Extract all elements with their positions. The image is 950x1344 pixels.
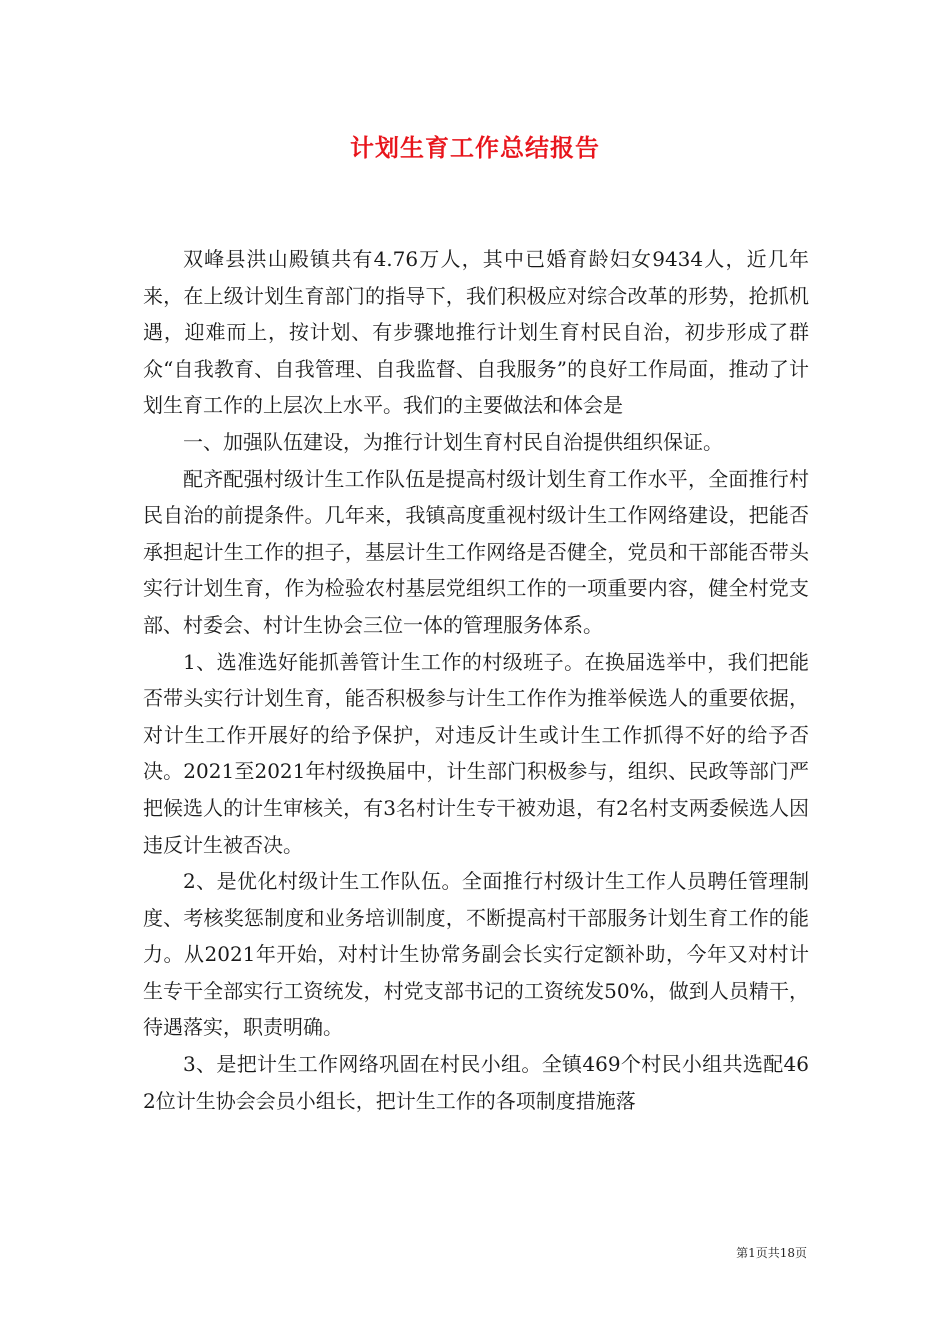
document-body [143,241,809,1119]
paragraph-point-2: 2、是优化村级计生工作队伍。全面推行村级计生工作人员聘任管理制度、考核奖惩制度和业务培训制度，不断提高村干部服务计划生育工作的能力。从2021年开始，对村计生协常务副会长实行定额补助，今年又对村计生专干全部实行工资统发，村党支部书记的工资统发50%，做到人员精干，待遇落实，职责明确。 [143,869,809,1040]
paragraph-team-building: 配齐配强村级计生工作队伍是提高村级计划生育工作水平，全面推行村民自治的前提条件。几年来，我镇高度重视村级计生工作网络建设，把能否承担起计生工作的担子，基层计生工作网络是否健全，党员和干部能否带头实行计划生育，作为检验农村基层党组织工作的一项重要内容，健全村党支部、村委会、村计生协会三位一体的管理服务体系。 [143,466,809,637]
paragraph-intro: 双峰县洪山殿镇共有4.76万人，其中已婚育龄妇女9434人，近几年来，在上级计划生育部门的指导下，我们积极应对综合改革的形势，抢抓机遇，迎难而上，按计划、有步骤地推行计划生育村民自治，初步形成了群众“自我教育、自我管理、自我监督、自我服务”的良好工作局面，推动了计划生育工作的上层次上水平。我们的主要做法和体会是 [143,247,809,418]
paragraph-section-heading: 一、加强队伍建设，为推行计划生育村民自治提供组织保证。 [183,429,723,454]
document-title: 计划生育工作总结报告 [350,133,600,162]
page-number-footer: 第1页共18页 [736,1246,807,1260]
paragraph-point-3: 3、是把计生工作网络巩固在村民小组。全镇469个村民小组共选配462位计生协会会员小组长，把计生工作的各项制度措施落 [143,1052,809,1113]
paragraph-point-1: 1、选准选好能抓善管计生工作的村级班子。在换届选举中，我们把能否带头实行计划生育，能否积极参与计生工作作为推举候选人的重要依据，对计生工作开展好的给予保护，对违反计生或计生工作抓得不好的给予否决。2021至2021年村级换届中，计生部门积极参与，组织、民政等部门严把候选人的计生审核关，有3名村计生专干被劝退，有2名村支两委候选人因违反计生被否决。 [143,649,809,857]
